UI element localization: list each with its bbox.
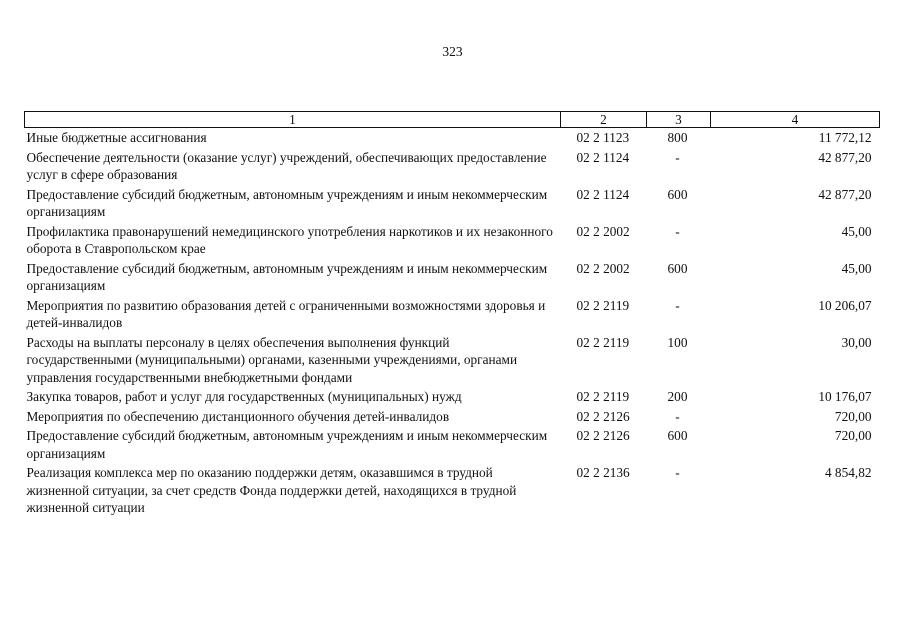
row-code: 02 2 1124 [576, 186, 630, 202]
row-amount: 10 176,07 [818, 389, 872, 404]
row-name: Иные бюджетные ассигнования [26, 130, 207, 145]
row-code: 02 2 2126 [576, 428, 630, 443]
row-amount: 11 772,12 [818, 130, 872, 145]
row-type: 600 [667, 428, 688, 443]
row-name: Обеспечение деятельности (оказание услуг) учреждений, обеспечивающих предоставление услуг в сфере образования [26, 149, 547, 182]
header-col-1: 1 [25, 112, 561, 128]
row-name: Предоставление субсидий бюджетным, автономным учреждениям и иным некоммерческим организациям [26, 428, 548, 461]
header-col-4: 4 [711, 112, 880, 128]
row-amount: 42 877,20 [818, 149, 872, 165]
table-row [25, 128, 880, 148]
row-amount: 30,00 [841, 334, 872, 350]
row-type: 100 [667, 334, 688, 350]
row-amount: 10 206,07 [818, 297, 872, 313]
row-name: Предоставление субсидий бюджетным, автономным учреждениям и иным некоммерческим организациям [26, 260, 548, 293]
row-code: 02 2 2119 [576, 389, 630, 404]
table-row [25, 222, 880, 259]
row-type: - [675, 149, 680, 165]
header-row [25, 112, 880, 128]
row-name: Мероприятия по обеспечению дистанционного обучения детей-инвалидов [26, 408, 450, 424]
row-amount: 720,00 [834, 408, 872, 424]
row-code: 02 2 2002 [576, 260, 630, 276]
row-amount: 720,00 [834, 428, 872, 443]
table-row [25, 259, 880, 296]
row-amount: 45,00 [841, 223, 872, 239]
table-row [25, 296, 880, 333]
budget-table [24, 111, 880, 518]
row-name: Профилактика правонарушений немедицинского употребления наркотиков и их незаконного оборота в Ставропольском крае [26, 223, 553, 256]
row-code: 02 2 2136 [576, 465, 630, 480]
row-type: - [675, 408, 680, 424]
row-type: 600 [667, 186, 688, 202]
table-row [25, 333, 880, 388]
table-row [25, 407, 880, 427]
row-amount: 42 877,20 [818, 186, 872, 202]
row-name: Предоставление субсидий бюджетным, автономным учреждениям и иным некоммерческим организациям [26, 186, 548, 219]
row-type: - [675, 297, 680, 313]
table-row [25, 426, 880, 463]
row-type: 800 [667, 130, 688, 145]
row-amount: 45,00 [841, 260, 872, 276]
row-type: 200 [667, 389, 688, 404]
row-type: - [675, 223, 680, 239]
row-amount: 4 854,82 [824, 465, 872, 480]
row-type: 600 [667, 260, 688, 276]
row-code: 02 2 2126 [576, 408, 630, 424]
header-col-2: 2 [561, 112, 647, 128]
row-code: 02 2 2119 [576, 334, 630, 350]
row-name: Реализация комплекса мер по оказанию поддержки детям, оказавшимся в трудной жизненной ситуации, за счет средств Фонда поддержки детей, находящихся в трудной жизненной ситуации [26, 465, 517, 515]
row-code: 02 2 2119 [576, 297, 630, 313]
row-code: 02 2 1123 [576, 130, 630, 145]
row-name: Мероприятия по развитию образования детей с ограниченными возможностями здоровья и детей-инвалидов [26, 297, 546, 330]
row-type: - [675, 465, 680, 480]
row-name: Закупка товаров, работ и услуг для государственных (муниципальных) нужд [26, 389, 462, 404]
row-name: Расходы на выплаты персоналу в целях обеспечения выполнения функций государственными (муниципальными) органами, казенными учреждениями, органами управления государственными внебюджетными фондами [26, 334, 518, 385]
table-row [25, 387, 880, 407]
row-code: 02 2 1124 [576, 149, 630, 165]
table-row [25, 185, 880, 222]
header-col-3: 3 [647, 112, 711, 128]
page-number: 323 [442, 44, 463, 59]
table-row [25, 148, 880, 185]
row-code: 02 2 2002 [576, 223, 630, 239]
table-row [25, 463, 880, 518]
